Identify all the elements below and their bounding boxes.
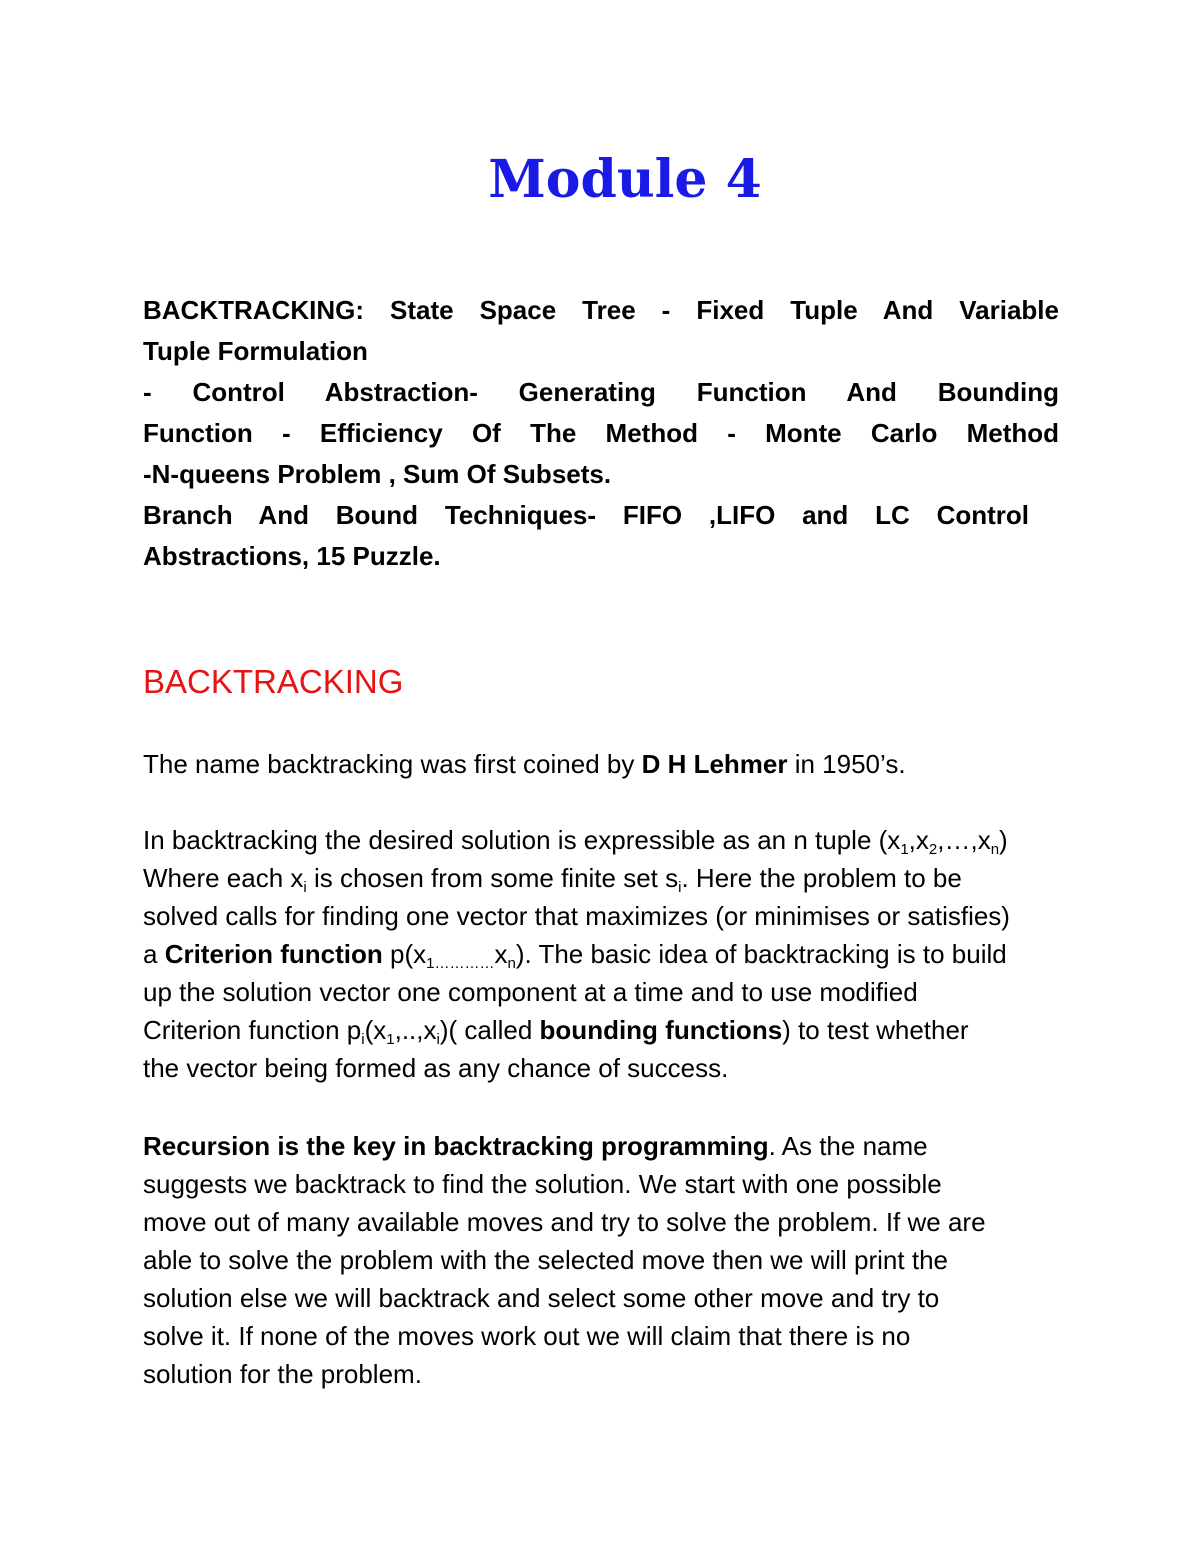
syllabus-line: Abstractions, 15 Puzzle. — [143, 541, 441, 571]
definition-paragraph — [143, 821, 1010, 1087]
bounding-term: bounding functions — [539, 1015, 783, 1045]
subscript: n — [990, 841, 1000, 858]
text-run: ,…, — [937, 825, 978, 855]
text-run: ). The basic idea of backtracking is to build — [515, 939, 1007, 969]
definition-line: the vector being formed as any chance of success. — [143, 1053, 729, 1083]
text-run: ) to test whether — [782, 1015, 969, 1045]
subscript: i — [436, 1031, 440, 1048]
recursion-line: solve it. If none of the moves work out we will claim that there is no — [143, 1321, 911, 1351]
text-run: x — [494, 939, 508, 969]
recursion-line: able to solve the problem with the selected move then we will print the — [143, 1245, 948, 1275]
intro-paragraph — [143, 745, 906, 783]
text-run: Criterion function p — [143, 1015, 362, 1045]
subscript: 1………… — [426, 955, 495, 972]
recursion-line: solution for the problem. — [143, 1359, 422, 1389]
text-run: x — [977, 825, 991, 855]
text-run: is chosen from some finite set s — [306, 863, 679, 893]
criterion-term: Criterion function — [164, 939, 383, 969]
text-run: Where each x — [143, 863, 304, 893]
text-run: ,..,x — [394, 1015, 437, 1045]
section-heading: BACKTRACKING — [143, 663, 404, 700]
subscript: i — [361, 1031, 365, 1048]
syllabus-line: Tuple Formulation — [143, 336, 368, 366]
text-run: p(x — [382, 939, 427, 969]
recursion-line: suggests we backtrack to find the solution. We start with one possible — [143, 1169, 942, 1199]
intro-name: D H Lehmer — [641, 749, 788, 779]
syllabus-line: Function - Efficiency Of The Method - Monte Carlo Method — [143, 418, 1059, 448]
text-run: . Here the problem to be — [681, 863, 962, 893]
text-run: In backtracking the desired solution is expressible as an n tuple (x — [143, 825, 901, 855]
subscript: 1 — [900, 841, 909, 858]
subscript: i — [678, 879, 682, 896]
module-title: Module 4 — [488, 149, 762, 210]
definition-line: up the solution vector one component at a time and to use modified — [143, 977, 918, 1007]
syllabus-line: - Control Abstraction- Generating Function And Bounding — [143, 377, 1059, 407]
subscript: 1 — [386, 1031, 395, 1048]
text-run: a — [143, 939, 165, 969]
text-run: ) — [999, 825, 1008, 855]
recursion-line — [143, 1127, 986, 1165]
definition-line: solved calls for finding one vector that maximizes (or minimises or satisfies) — [143, 901, 1010, 931]
text-run: (x — [364, 1015, 387, 1045]
definition-line — [143, 821, 1010, 859]
syllabus-line: BACKTRACKING: State Space Tree - Fixed Tuple And Variable — [143, 295, 1059, 325]
subscript: i — [303, 879, 307, 896]
recursion-paragraph — [143, 1127, 986, 1393]
intro-text: The name backtracking was first coined by — [143, 749, 642, 779]
text-run: x — [915, 825, 929, 855]
recursion-line: move out of many available moves and try to solve the problem. If we are — [143, 1207, 986, 1237]
text-run: . As the name — [768, 1131, 928, 1161]
intro-text: in 1950’s. — [787, 749, 906, 779]
definition-line — [143, 1011, 1010, 1049]
recursion-line: solution else we will backtrack and select some other move and try to — [143, 1283, 940, 1313]
syllabus-line: Branch And Bound Techniques- FIFO ,LIFO and LC Control — [143, 500, 1029, 530]
definition-line — [143, 935, 1010, 973]
definition-line — [143, 859, 1010, 897]
recursion-lead: Recursion is the key in backtracking programming — [143, 1131, 769, 1161]
subscript: n — [507, 955, 516, 972]
subscript: 2 — [928, 841, 938, 858]
syllabus-line: -N-queens Problem , Sum Of Subsets. — [143, 459, 612, 489]
text-run: )( called — [439, 1015, 540, 1045]
text-run: , — [908, 825, 916, 855]
syllabus-block — [143, 290, 1059, 577]
